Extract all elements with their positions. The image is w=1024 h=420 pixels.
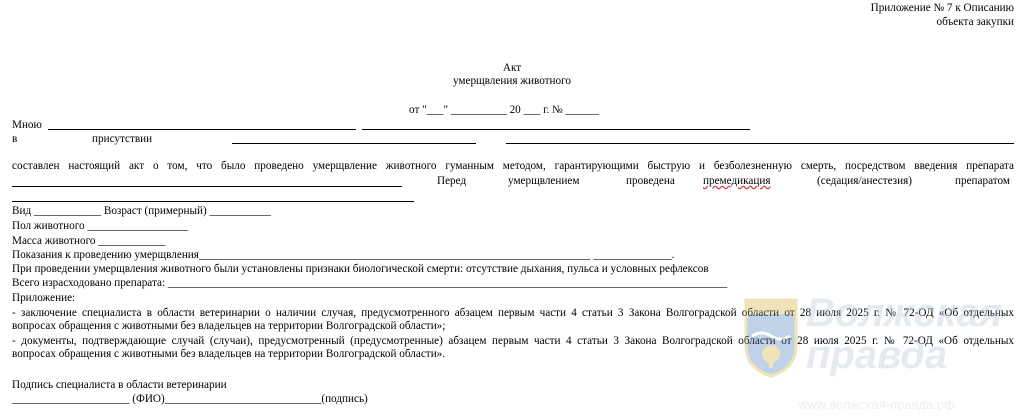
premed-word-3: проведена — [626, 175, 675, 187]
premed-word-6: препаратом — [955, 175, 1010, 187]
act-statement: составлен настоящий акт о том, что было проведено умерщвление животного гуманным методом, гарантирующими быструю и безболезненную смерть, посредством введения препарата — [12, 160, 1014, 172]
drug-name-field[interactable] — [12, 186, 402, 187]
signature-label: Подпись специалиста в области ветеринарии — [12, 379, 227, 391]
attachment-label: Приложение: — [12, 292, 76, 304]
appendix-line-2: объекта закупки — [936, 16, 1014, 28]
executor-position-field[interactable] — [362, 129, 750, 130]
executor-name-field[interactable] — [48, 129, 356, 130]
indications-line: Показания к проведению умерщвления______________________________________________________________________ ______________. — [12, 249, 675, 261]
appendix-line-1: Приложение № 7 к Описанию — [870, 2, 1014, 14]
attachment-1-line-1: - заключение специалиста в области ветеринарии о наличии случая, предусмотренного абзацем первым части 4 статьи 3 Закона Волгоградской области от 28 июля 2025 г. № 72-ОД «Об отдельных — [12, 307, 1014, 319]
city-emblem-icon — [742, 296, 800, 380]
species-age-line: Вид ____________ Возраст (примерный) ___________ — [12, 205, 272, 217]
watermark-title-2: правда — [806, 333, 948, 377]
attachment-2-line-1: - документы, подтверждающие случай (случаи), предусмотренный (предусмотренные) абзацем первым части 4 статьи 3 Закона Волгоградской области от 28 июля 2025 г. № 72-ОД «Об отдельных — [12, 335, 1014, 347]
signature-line: _____________________ (ФИО)____________________________(подпись) — [12, 393, 368, 405]
premed-word-2: умерщвлением — [508, 175, 580, 187]
drug-used-line: Всего израсходовано препарата: ____________________________________________________________________________________________________ — [12, 277, 728, 289]
sex-line: Пол животного __________________ — [12, 220, 189, 232]
watermark-title-1: Волжская — [806, 291, 1003, 335]
mass-line: Масса животного ____________ — [12, 235, 166, 247]
premed-word-4: премедикация — [703, 175, 771, 187]
presence-position-field[interactable] — [506, 143, 1014, 144]
presence-label: присутствии — [92, 133, 153, 145]
act-date-number-line: от "___" __________ 20 ___ г. № ______ — [409, 104, 600, 116]
act-title: Акт — [502, 62, 522, 74]
premed-word-5: (седация/анестезия) — [817, 175, 912, 187]
act-subtitle: умерщвления животного — [452, 75, 572, 87]
attachment-1-line-2: вопросах обращения с животными без владельцев на территории Волгоградской области»; — [12, 320, 446, 332]
watermark — [740, 290, 1024, 420]
premed-drug-field[interactable] — [12, 201, 414, 202]
by-me-label: Мною — [12, 119, 42, 131]
attachment-2-line-2: вопросах обращения с животными без владельцев на территории Волгоградской области». — [12, 348, 446, 360]
premed-word-1: Перед — [437, 175, 467, 187]
watermark-url: www.волжская-правда.рф — [798, 397, 955, 412]
in-label: в — [12, 133, 18, 145]
death-signs-text: При проведении умерщвления животного были установлены признаки биологической смерти: отсутствие дыхания, пульса и условных рефлексов — [12, 263, 709, 275]
presence-name-field[interactable] — [232, 143, 476, 144]
